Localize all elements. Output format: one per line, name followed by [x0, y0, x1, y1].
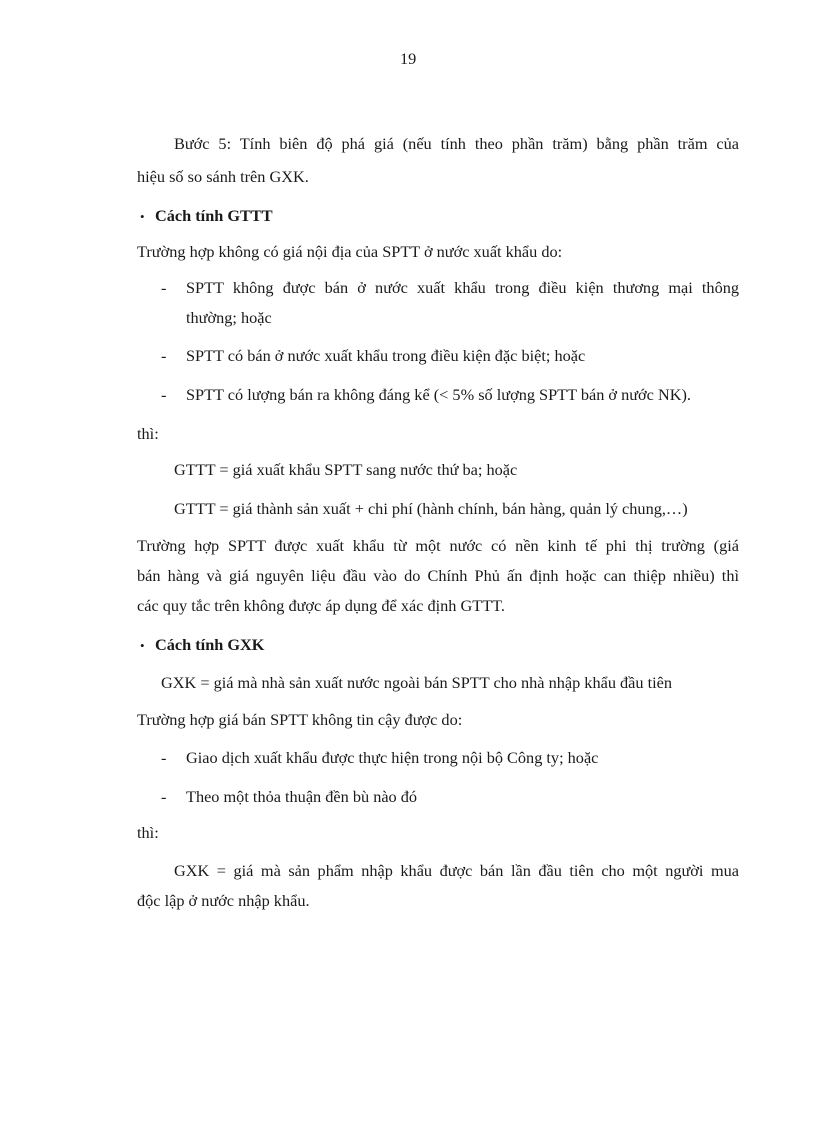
- step5-line-2: hiệu số so sánh trên GXK.: [137, 167, 309, 186]
- gttt-heading: Cách tính GTTT: [155, 206, 273, 225]
- gxk-intro: Trường hợp giá bán SPTT không tin cậy được do:: [137, 710, 463, 729]
- gxk-heading: Cách tính GXK: [155, 635, 265, 654]
- gxk-item-2: Theo một thỏa thuận đền bù nào đó: [186, 787, 418, 806]
- gxk-formula-line-2: độc lập ở nước nhập khẩu.: [137, 891, 310, 910]
- gttt-item-3: SPTT có lượng bán ra không đáng kể (< 5% số lượng SPTT bán ở nước NK).: [186, 385, 691, 404]
- dash-icon: -: [161, 278, 167, 297]
- dash-icon: -: [161, 748, 167, 767]
- page-number: 19: [400, 49, 417, 68]
- gttt-formula-1: GTTT = giá xuất khẩu SPTT sang nước thứ ba; hoặc: [174, 460, 518, 479]
- bullet-icon: •: [140, 638, 145, 653]
- gxk-formula-line-1: GXK = giá mà sản phẩm nhập khẩu được bán lần đầu tiên cho một người mua: [174, 861, 739, 880]
- bullet-icon: •: [140, 209, 145, 224]
- step5-line-1: Bước 5: Tính biên độ phá giá (nếu tính theo phần trăm) bằng phần trăm của: [174, 134, 739, 153]
- gttt-intro: Trường hợp không có giá nội địa của SPTT ở nước xuất khẩu do:: [137, 242, 563, 261]
- gttt-item-1-line-2: thường; hoặc: [186, 308, 272, 327]
- gxk-item-1: Giao dịch xuất khẩu được thực hiện trong nội bộ Công ty; hoặc: [186, 748, 599, 767]
- gttt-note-line-1: Trường hợp SPTT được xuất khẩu từ một nước có nền kinh tế phi thị trường (giá: [137, 536, 739, 555]
- gttt-note-line-3: các quy tắc trên không được áp dụng để xác định GTTT.: [137, 596, 505, 615]
- gxk-definition: GXK = giá mà nhà sản xuất nước ngoài bán SPTT cho nhà nhập khẩu đầu tiên: [161, 673, 673, 692]
- gxk-thi: thì:: [137, 823, 159, 842]
- dash-icon: -: [161, 787, 167, 806]
- gttt-formula-2: GTTT = giá thành sản xuất + chi phí (hành chính, bán hàng, quản lý chung,…): [174, 499, 688, 518]
- gttt-note-line-2: bán hàng và giá nguyên liệu đầu vào do Chính Phủ ấn định hoặc can thiệp nhiều) thì: [137, 566, 739, 585]
- gttt-item-1-line-1: SPTT không được bán ở nước xuất khẩu trong điều kiện thương mại thông: [186, 278, 739, 297]
- dash-icon: -: [161, 346, 167, 365]
- gttt-thi: thì:: [137, 424, 159, 443]
- gttt-item-2: SPTT có bán ở nước xuất khẩu trong điều kiện đặc biệt; hoặc: [186, 346, 586, 365]
- dash-icon: -: [161, 385, 167, 404]
